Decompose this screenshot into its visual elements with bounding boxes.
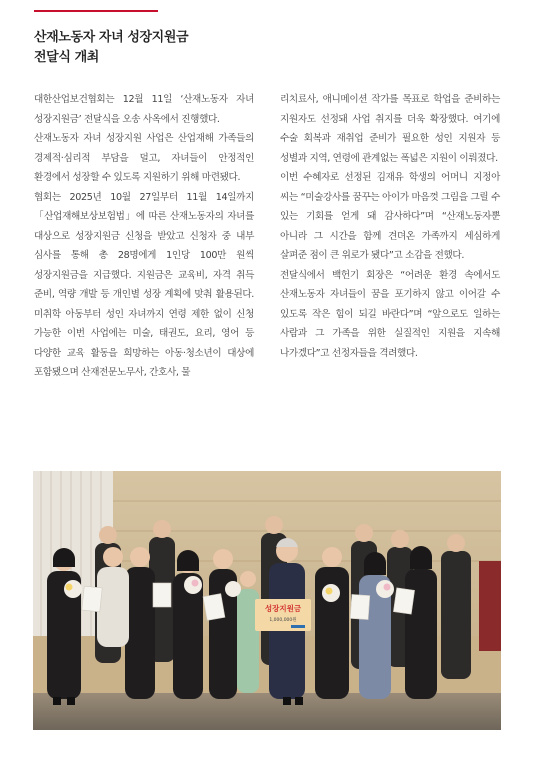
floor [33,693,501,730]
paragraph: 리치료사, 애니메이션 작가를 목표로 학업을 준비하는 지원자도 선정돼 사업 취지를 더욱 확장했다. 여기에 수술 회복과 재취업 준비가 필요한 성인 지원자 등 성별과 지역, 연령에 관계없는 폭넓은 지원이 이뤄졌다. [280,94,500,164]
group-photo-illustration [33,471,501,730]
paragraph: 이번 수혜자로 선정된 김재유 학생의 어머니 지정아 씨는 “미술강사를 꿈꾸는 아이가 마음껏 그림을 그릴 수 있는 기회를 얻게 돼 감사하다”며 “산재노동자뿐 아니라 그 시간을 함께 견뎌온 가족까지 세심하게 살펴준 점이 큰 위로가 됐다”고 소감을 전했다. [280,172,500,261]
article-column-right [280,90,500,363]
paragraph: 전달식에서 백헌기 회장은 “어려운 환경 속에서도 산재노동자 자녀들이 꿈을 포기하지 않고 이어갈 수 있도록 작은 힘이 되길 바란다”며 “앞으로도 일하는 사람과 그 가족을 위한 실질적인 지원을 지속해 나가겠다”고 선정자들을 격려했다. [280,269,500,359]
board-logo [291,625,305,628]
paragraph: 대한산업보건협회는 12월 11일 ‘산재노동자 자녀 성장지원금’ 전달식을 오송 사옥에서 진행했다. [34,94,254,125]
board-title: 성장지원금 [264,604,302,613]
paragraph: 협회는 2025년 10월 27일부터 11월 14일까지 「산업재해보상보험법」에 따른 산재노동자의 자녀를 대상으로 성장지원금 신청을 받았고 신청자 중 내부 심사를 통해 총 28명에게 1인당 100만 원씩 성장지원금을 지급했다. 지원금은 교육비, 자격 취득 준비, 역량 개발 등 개인별 성장 계획에 맞춰 활용된다. 미취학 아동부터 성인 자녀까지 연령 제한 없이 신청 가능한 이번 사업에는 미술, 태권도, 요리, 영어 등 다양한 교육 활동을 희망하는 아동·청소년이 대상에 포함됐으며 산재전문노무사, 간호사, 물 [34,191,254,378]
board-amount: 1,000,000원 [269,618,297,623]
accent-rule [34,10,158,12]
title-line-1: 산재노동자 자녀 성장지원금 [34,30,189,45]
side-banner [479,561,501,651]
presentation-board [255,599,311,631]
paragraph: 산재노동자 자녀 성장지원 사업은 산업재해 가족들의 경제적·심리적 부담을 덜고, 자녀들이 안정적인 환경에서 성장할 수 있도록 지원하기 위해 마련됐다. [34,133,254,183]
group-photo [33,471,501,730]
article-title [34,28,434,68]
title-line-2: 전달식 개최 [34,50,99,65]
article-column-left [34,90,254,383]
